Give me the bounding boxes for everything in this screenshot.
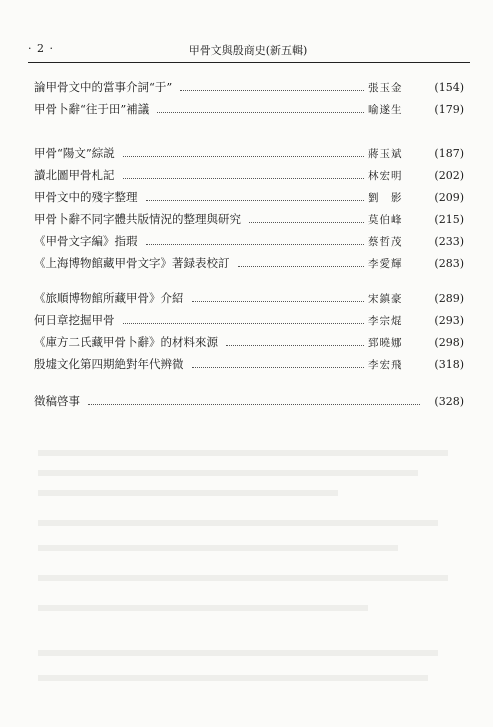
dot-leader [226, 344, 364, 346]
toc-entry-page: (293) [434, 313, 464, 327]
toc-entry-title: 讀北圖甲骨札記 [34, 168, 115, 182]
toc-section-4 [34, 390, 464, 412]
toc-entry-page: (154) [434, 80, 464, 94]
bleed-through-mark [38, 650, 438, 656]
toc-entry-page: (328) [434, 394, 464, 408]
toc-entry-page: (209) [434, 190, 464, 204]
toc-section-1 [34, 76, 464, 120]
toc-entry-title: 論甲骨文中的當事介詞“于” [34, 80, 173, 94]
toc-entry-title: 甲骨文中的殘字整理 [34, 190, 138, 204]
toc-entry[interactable] [34, 353, 464, 375]
toc-entry-page: (289) [434, 291, 464, 305]
toc-entry[interactable] [34, 390, 464, 412]
toc-entry-page: (215) [434, 212, 464, 226]
toc-entry-title: 殷墟文化第四期絶對年代辨微 [34, 357, 184, 371]
toc-entry-title: 《旅順博物館所藏甲骨》介紹 [34, 291, 184, 305]
toc-entry-author: 莫伯峰 [368, 213, 403, 226]
toc-section-3 [34, 287, 464, 375]
toc-section-2 [34, 142, 464, 274]
toc-entry[interactable] [34, 287, 464, 309]
dot-leader [249, 221, 364, 223]
dot-leader [192, 366, 365, 368]
toc-entry-title: 甲骨“陽文”綜説 [34, 146, 115, 160]
dot-leader [157, 111, 364, 113]
toc-entry-author: 喻遂生 [368, 103, 403, 116]
dot-leader [123, 177, 365, 179]
toc-entry-title: 甲骨卜辭不同字體共版情況的整理與研究 [34, 212, 241, 226]
running-title: 甲骨文與殷商史(新五輯) [188, 44, 308, 57]
bleed-through-mark [38, 575, 448, 581]
toc-entry-author: 林宏明 [368, 169, 403, 182]
toc-entry-page: (179) [434, 102, 464, 116]
toc-entry-author: 郅曉娜 [368, 336, 403, 349]
toc-entry-title: 徵稿啓事 [34, 394, 80, 408]
toc-entry-author: 蔣玉斌 [368, 147, 403, 160]
bleed-through-mark [38, 470, 418, 476]
bleed-through-mark [38, 675, 428, 681]
dot-leader [123, 155, 364, 157]
dot-leader [146, 199, 365, 201]
toc-entry-author: 蔡哲茂 [368, 235, 403, 248]
page-number: · 2 · [28, 42, 54, 55]
bleed-through-mark [38, 545, 398, 551]
toc-entry-title: 《甲骨文字編》指瑕 [34, 234, 138, 248]
toc-entry[interactable] [34, 142, 464, 164]
toc-entry-page: (318) [434, 357, 464, 371]
toc-entry[interactable] [34, 186, 464, 208]
toc-entry[interactable] [34, 331, 464, 353]
toc-entry[interactable] [34, 230, 464, 252]
page-header [28, 38, 468, 60]
toc-entry[interactable] [34, 252, 464, 274]
dot-leader [180, 89, 364, 91]
dot-leader [146, 243, 365, 245]
toc-entry-author: 李宗焜 [368, 314, 403, 327]
bleed-through-mark [38, 520, 438, 526]
toc-entry[interactable] [34, 309, 464, 331]
toc-entry-page: (283) [434, 256, 464, 270]
toc-entry-title: 《上海博物館藏甲骨文字》著録表校訂 [34, 256, 230, 270]
toc-entry-author: 宋鎮豪 [368, 292, 403, 305]
toc-entry-author: 劉 影 [368, 191, 403, 204]
dot-leader [123, 322, 365, 324]
toc-entry-author: 李愛輝 [368, 257, 403, 270]
dot-leader [192, 300, 365, 302]
header-rule [28, 62, 470, 63]
toc-entry-author: 張玉金 [368, 81, 403, 94]
toc-entry[interactable] [34, 164, 464, 186]
toc-entry[interactable] [34, 98, 464, 120]
toc-entry-title: 甲骨卜辭“往于田”補議 [34, 102, 150, 116]
toc-entry-page: (187) [434, 146, 464, 160]
toc-entry[interactable] [34, 76, 464, 98]
bleed-through-mark [38, 450, 448, 456]
toc-entry-author: 李宏飛 [368, 358, 403, 371]
bleed-through-mark [38, 605, 368, 611]
toc-entry[interactable] [34, 208, 464, 230]
dot-leader [88, 403, 420, 405]
toc-entry-page: (298) [434, 335, 464, 349]
bleed-through-mark [38, 490, 338, 496]
dot-leader [238, 265, 365, 267]
toc-entry-page: (202) [434, 168, 464, 182]
toc-entry-title: 《庫方二氏藏甲骨卜辭》的材料來源 [34, 335, 218, 349]
toc-entry-page: (233) [434, 234, 464, 248]
toc-entry-title: 何日章挖掘甲骨 [34, 313, 115, 327]
